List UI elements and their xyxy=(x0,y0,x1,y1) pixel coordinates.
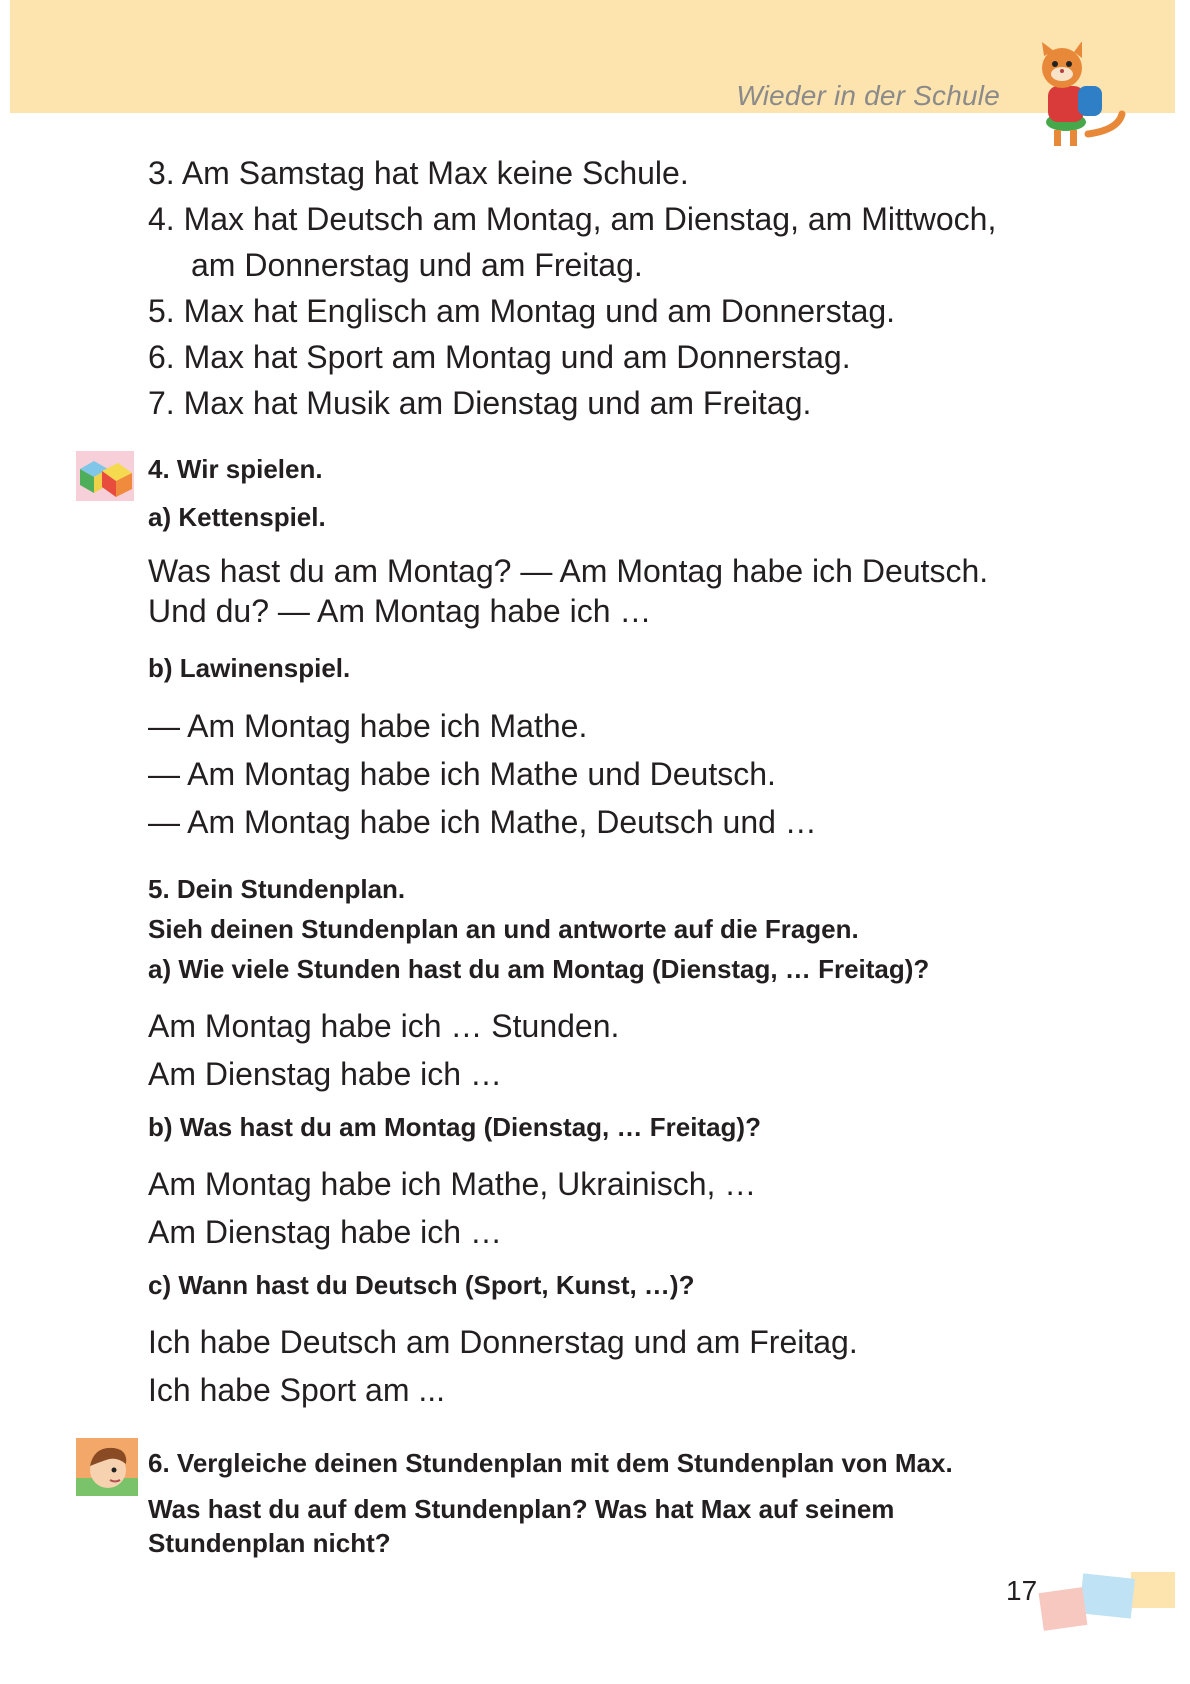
task5-instruction: Sieh deinen Stundenplan an und antworte auf die Fragen. xyxy=(148,914,859,944)
task5-b-title: b) Was hast du am Montag (Dienstag, … Freitag)? xyxy=(148,1112,761,1142)
text-line: Ich habe Deutsch am Donnerstag und am Freitag. xyxy=(148,1324,858,1360)
task5-title: 5. Dein Stundenplan. xyxy=(148,874,406,904)
task4-b-title: b) Lawinenspiel. xyxy=(148,653,351,683)
task4-title: 4. Wir spielen. xyxy=(148,454,323,484)
task4-b-lines xyxy=(148,702,817,846)
text-line: — Am Montag habe ich Mathe und Deutsch. xyxy=(148,756,776,792)
task6-title: 6. Vergleiche deinen Stundenplan mit dem Stundenplan von Max. xyxy=(148,1448,953,1478)
intro-line: 4. Max hat Deutsch am Montag, am Dienstag, am Mittwoch, xyxy=(148,201,997,237)
text-line: Ich habe Sport am ... xyxy=(148,1372,446,1408)
page-number: 17 xyxy=(1006,1575,1038,1606)
task4-a-title: a) Kettenspiel. xyxy=(148,502,326,532)
intro-line: 7. Max hat Musik am Dienstag und am Freitag. xyxy=(148,385,812,421)
text-line: Am Dienstag habe ich … xyxy=(148,1056,502,1092)
task6-question-line: Was hast du auf dem Stundenplan? Was hat Max auf seinem xyxy=(148,1494,895,1524)
intro-list xyxy=(148,150,1068,426)
task5-a-lines xyxy=(148,1002,619,1098)
boy-face-icon xyxy=(76,1438,138,1496)
text-line: — Am Montag habe ich Mathe. xyxy=(148,708,588,744)
text-line: Was hast du am Montag? — Am Montag habe ich Deutsch. xyxy=(148,553,989,589)
text-line: Am Montag habe ich … Stunden. xyxy=(148,1008,620,1044)
intro-line: 6. Max hat Sport am Montag und am Donnerstag. xyxy=(148,339,851,375)
text-line: Am Montag habe ich Mathe, Ukrainisch, … xyxy=(148,1166,757,1202)
intro-line: am Donnerstag und am Freitag. xyxy=(191,247,643,283)
task6-question xyxy=(148,1492,894,1560)
text-line: Und du? — Am Montag habe ich … xyxy=(148,593,652,629)
task5-c-lines xyxy=(148,1318,858,1414)
text-line: — Am Montag habe ich Mathe, Deutsch und … xyxy=(148,804,817,840)
task5-b-lines xyxy=(148,1160,756,1256)
intro-line: 3. Am Samstag hat Max keine Schule. xyxy=(148,155,689,191)
header-title: Wieder in der Schule xyxy=(736,80,1000,111)
task5-c-title: c) Wann hast du Deutsch (Sport, Kunst, …)? xyxy=(148,1270,695,1300)
intro-line: 5. Max hat Englisch am Montag und am Donnerstag. xyxy=(148,293,896,329)
task5-a-title: a) Wie viele Stunden hast du am Montag (Dienstag, … Freitag)? xyxy=(148,954,930,984)
cubes-icon xyxy=(76,451,134,501)
task6-question-line: Stundenplan nicht? xyxy=(148,1528,391,1558)
text-line: Am Dienstag habe ich … xyxy=(148,1214,502,1250)
task4-a-lines xyxy=(148,551,988,631)
cat-with-backpack-icon xyxy=(1018,42,1130,154)
header-band xyxy=(10,0,1175,113)
paper-squares-icon xyxy=(1035,1572,1175,1632)
